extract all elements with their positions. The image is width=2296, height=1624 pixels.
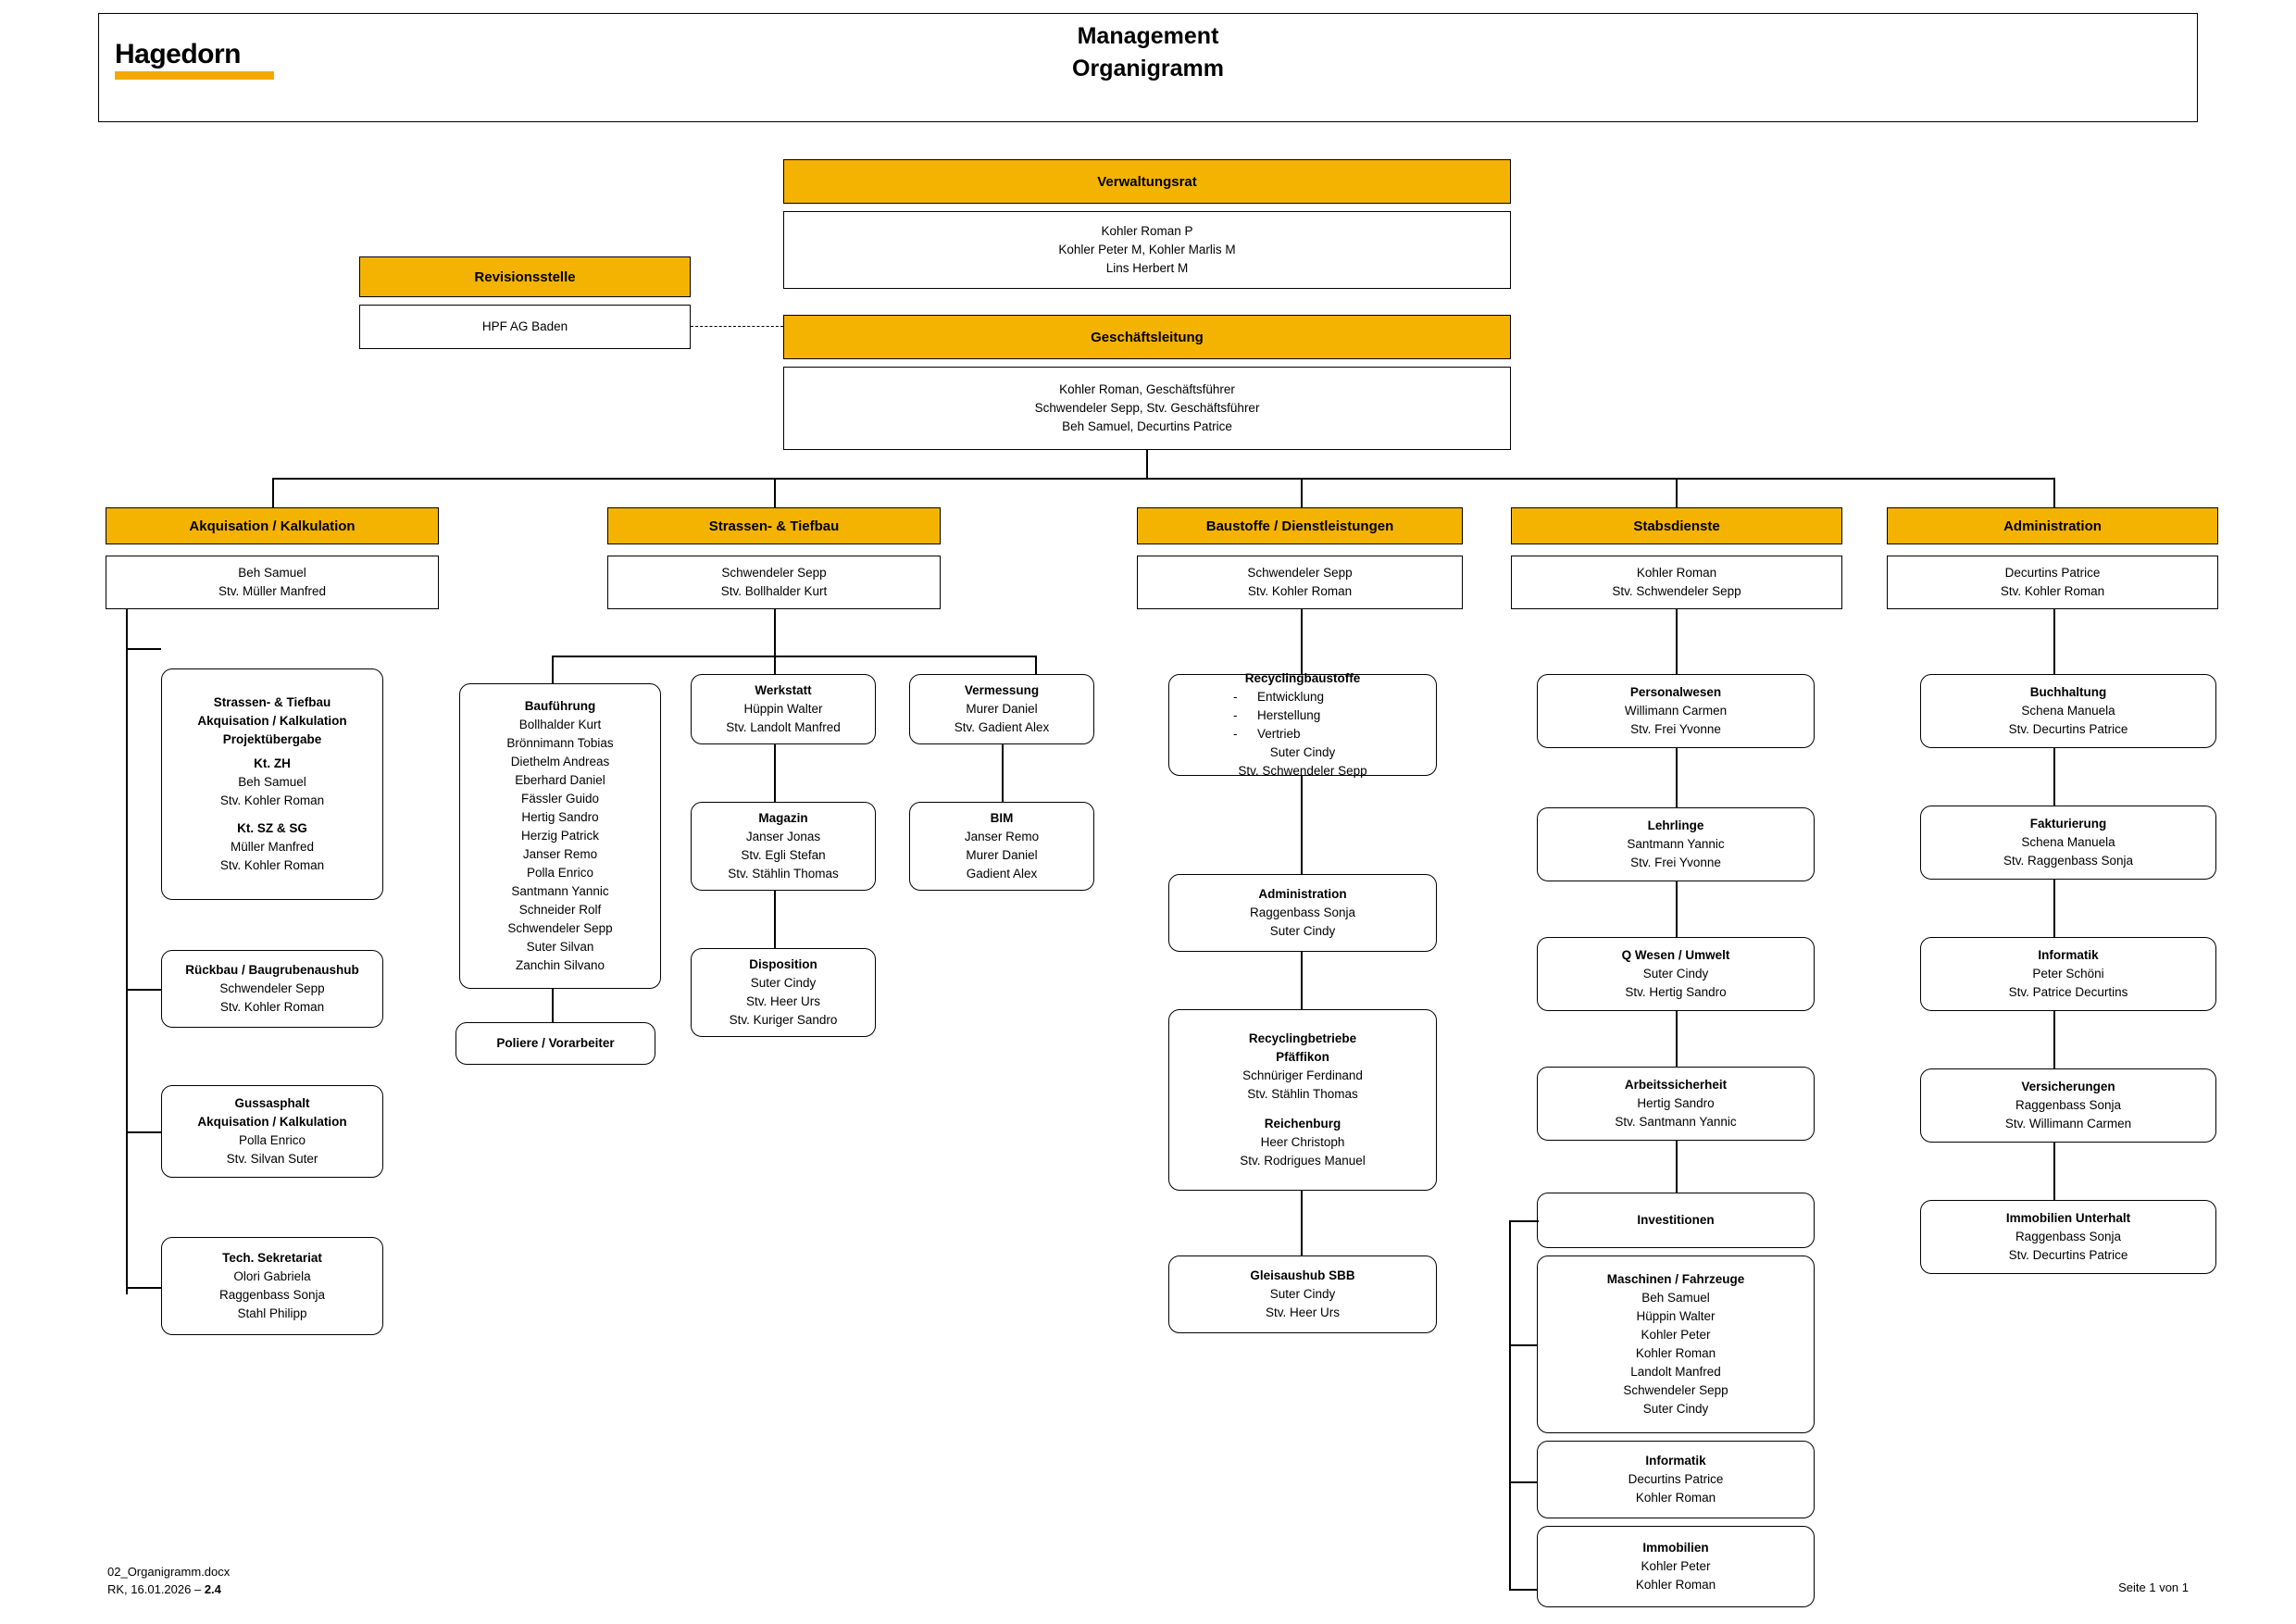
node-projektuebergabe	[161, 668, 383, 900]
node-gussasphalt	[161, 1085, 383, 1178]
node-rueckbau-baugrubenaushub	[161, 950, 383, 1028]
dept-title-1: Akquisation / Kalkulation	[189, 518, 356, 534]
connector-investitionen-b3	[1509, 1589, 1539, 1591]
personalwesen-members: Willimann Carmen Stv. Frei Yvonne	[1624, 704, 1728, 736]
node-magazin	[691, 802, 876, 891]
fakturierung-members: Schena Manuela Stv. Raggenbass Sonja	[2003, 835, 2134, 868]
node-verwaltungsrat-header	[783, 159, 1511, 204]
gleisaushub-members: Suter Cindy Stv. Heer Urs	[1265, 1287, 1340, 1319]
node-fakturierung	[1920, 806, 2216, 880]
magazin-title: Magazin	[758, 811, 808, 825]
node-immobilien	[1537, 1526, 1815, 1607]
footer-filename: 02_Organigramm.docx	[107, 1565, 231, 1579]
connector-investitionen-in	[1509, 1220, 1539, 1222]
recyclingbetriebe-title: Recyclingbetriebe Pfäffikon	[1248, 1031, 1357, 1064]
maschinen-title: Maschinen / Fahrzeuge	[1606, 1272, 1745, 1286]
rueckbau-members: Schwendeler Sepp Stv. Kohler Roman	[219, 981, 325, 1014]
dept-header-stabsdienste	[1511, 507, 1842, 544]
connector-werkstatt-magazin	[774, 744, 776, 802]
node-geschaeftsleitung-body	[783, 367, 1511, 450]
dept-header-baustoffe-dienstleistungen	[1137, 507, 1463, 544]
node-werkstatt	[691, 674, 876, 744]
recyclingbetriebe-members: Schnüriger Ferdinand Stv. Stählin Thomas	[1242, 1068, 1363, 1101]
node-disposition	[691, 948, 876, 1037]
q-wesen-title: Q Wesen / Umwelt	[1621, 948, 1730, 962]
projektuebergabe-sub1-members: Beh Samuel Stv. Kohler Roman	[219, 775, 325, 807]
connector-drop-dept-1	[272, 478, 274, 507]
node-revisionsstelle-header	[359, 256, 691, 297]
footer-revision-version: 2.4	[204, 1582, 221, 1596]
revisionsstelle-members: HPF AG Baden	[481, 319, 568, 333]
informatik-adm-members: Peter Schöni Stv. Patrice Decurtins	[2008, 967, 2128, 999]
gussasphalt-title: Gussasphalt Akquisation / Kalkulation	[197, 1096, 347, 1129]
connector-main-bus	[272, 478, 2053, 480]
informatik-stab-title: Informatik	[1645, 1454, 1706, 1468]
recyclingbaustoffe-members: Suter Cindy Stv. Schwendeler Sepp	[1238, 745, 1367, 778]
dept-members-1: Beh Samuel Stv. Müller Manfred	[218, 566, 327, 598]
node-poliere-vorarbeiter	[455, 1022, 655, 1065]
connector-drop-dept-2	[774, 478, 776, 507]
connector-col2-drop-b	[774, 656, 776, 674]
node-versicherungen	[1920, 1068, 2216, 1143]
connector-col1-b2	[126, 989, 161, 991]
node-baufuehrung	[459, 683, 661, 989]
disposition-title: Disposition	[749, 957, 817, 971]
dept-members-4: Kohler Roman Stv. Schwendeler Sepp	[1612, 566, 1741, 598]
recyclingbaustoffe-bullet-3: - Vertrieb	[1233, 727, 1301, 741]
hagedorn-logo	[115, 41, 281, 91]
connector-vermessung-bim	[1002, 744, 1004, 802]
node-investitionen	[1537, 1193, 1815, 1248]
dept-body-strassen-tiefbau	[607, 556, 941, 609]
verwaltungsrat-title: Verwaltungsrat	[1097, 173, 1197, 190]
connector-col2-down	[774, 609, 776, 656]
connector-col1-spine	[126, 609, 128, 1294]
lehrlinge-members: Santmann Yannic Stv. Frei Yvonne	[1627, 837, 1725, 869]
immobilien-unterhalt-members: Raggenbass Sonja Stv. Decurtins Patrice	[2008, 1230, 2128, 1262]
dept-body-baustoffe-dienstleistungen	[1137, 556, 1463, 609]
gussasphalt-members: Polla Enrico Stv. Silvan Suter	[226, 1133, 318, 1166]
rueckbau-title: Rückbau / Baugrubenaushub	[185, 963, 359, 977]
immobilien-unterhalt-title: Immobilien Unterhalt	[2005, 1211, 2131, 1225]
dashed-connector-revisionsstelle	[691, 326, 783, 327]
recyclingbaustoffe-bullet-2: - Herstellung	[1233, 708, 1321, 722]
projektuebergabe-sub2-members: Müller Manfred Stv. Kohler Roman	[219, 840, 325, 872]
buchhaltung-title: Buchhaltung	[2029, 685, 2107, 699]
geschaeftsleitung-members: Kohler Roman, Geschäftsführer Schwendeler Sepp, Stv. Geschäftsführer Beh Samuel, Decurtins Patrice	[1034, 382, 1260, 433]
tech-sekretariat-members: Olori Gabriela Raggenbass Sonja Stahl Philipp	[218, 1269, 326, 1320]
node-recyclingbetriebe	[1168, 1009, 1437, 1191]
node-q-wesen-umwelt	[1537, 937, 1815, 1011]
recyclingbetriebe-members2: Heer Christoph Stv. Rodrigues Manuel	[1240, 1135, 1366, 1168]
node-gleisaushub-sbb	[1168, 1255, 1437, 1333]
node-arbeitssicherheit	[1537, 1067, 1815, 1141]
logo-wordmark: Hagedorn	[115, 39, 242, 69]
disposition-members: Suter Cindy Stv. Heer Urs Stv. Kuriger Sandro	[729, 976, 838, 1027]
dept-body-akquisation-kalkulation	[106, 556, 439, 609]
revisionsstelle-title: Revisionsstelle	[474, 269, 576, 285]
footer-left	[107, 1563, 230, 1598]
node-informatik-administration	[1920, 937, 2216, 1011]
node-lehrlinge	[1537, 807, 1815, 881]
recyclingbaustoffe-title: Recyclingbaustoffe	[1244, 671, 1361, 685]
dept-header-strassen-tiefbau	[607, 507, 941, 544]
administration-bs-title: Administration	[1258, 887, 1347, 901]
verwaltungsrat-members: Kohler Roman P Kohler Peter M, Kohler Marlis M Lins Herbert M	[1058, 224, 1236, 275]
node-informatik-stab	[1537, 1441, 1815, 1518]
connector-investitionen-b1	[1509, 1344, 1539, 1346]
node-administration-baustoffe	[1168, 874, 1437, 952]
connector-col1-b3	[126, 1131, 161, 1133]
connector-col2-drop-a	[552, 656, 554, 683]
connector-drop-dept-4	[1676, 478, 1678, 507]
dept-header-administration	[1887, 507, 2218, 544]
geschaeftsleitung-title: Geschäftsleitung	[1091, 329, 1204, 345]
arbeitssicherheit-title: Arbeitssicherheit	[1624, 1078, 1728, 1092]
node-revisionsstelle-body	[359, 305, 691, 349]
poliere-title: Poliere / Vorarbeiter	[496, 1036, 615, 1050]
arbeitssicherheit-members: Hertig Sandro Stv. Santmann Yannic	[1615, 1096, 1737, 1129]
projektuebergabe-sub2-title: Kt. SZ & SG	[237, 821, 307, 835]
informatik-stab-members: Decurtins Patrice Kohler Roman	[1628, 1472, 1724, 1505]
logo-underline-bar	[115, 71, 274, 80]
connector-col1-b1	[126, 648, 161, 650]
page-title-line1: Management	[1077, 23, 1219, 49]
node-maschinen-fahrzeuge	[1537, 1255, 1815, 1433]
bim-members: Janser Remo Murer Daniel Gadient Alex	[964, 830, 1040, 881]
personalwesen-title: Personalwesen	[1629, 685, 1722, 699]
dept-members-3: Schwendeler Sepp Stv. Kohler Roman	[1247, 566, 1353, 598]
maschinen-members: Beh Samuel Hüppin Walter Kohler Peter Kohler Roman Landolt Manfred Schwendeler Sepp Suter Cindy	[1623, 1291, 1728, 1416]
dept-title-4: Stabsdienste	[1633, 518, 1720, 534]
administration-bs-members: Raggenbass Sonja Suter Cindy	[1249, 906, 1356, 938]
connector-col2-bus	[552, 656, 1035, 657]
immobilien-members: Kohler Peter Kohler Roman	[1635, 1559, 1716, 1592]
connector-investitionen-b2	[1509, 1481, 1539, 1483]
connector-investitionen-spine	[1509, 1220, 1511, 1591]
recyclingbaustoffe-bullet-1: - Entwicklung	[1233, 690, 1325, 704]
node-buchhaltung	[1920, 674, 2216, 748]
gleisaushub-title: Gleisaushub SBB	[1250, 1268, 1355, 1282]
projektuebergabe-title: Strassen- & Tiefbau Akquisation / Kalkulation Projektübergabe	[197, 695, 347, 746]
q-wesen-members: Suter Cindy Stv. Hertig Sandro	[1625, 967, 1727, 999]
connector-col2-drop-c	[1035, 656, 1037, 674]
node-immobilien-unterhalt	[1920, 1200, 2216, 1274]
page-title	[833, 20, 1463, 85]
connector-baufuehrung-poliere	[552, 989, 554, 1022]
recyclingbetriebe-title2: Reichenburg	[1264, 1117, 1341, 1131]
node-personalwesen	[1537, 674, 1815, 748]
informatik-adm-title: Informatik	[2038, 948, 2099, 962]
immobilien-title: Immobilien	[1642, 1541, 1709, 1555]
dept-header-akquisation-kalkulation	[106, 507, 439, 544]
projektuebergabe-sub1-title: Kt. ZH	[254, 756, 291, 770]
node-geschaeftsleitung-header	[783, 315, 1511, 359]
node-tech-sekretariat	[161, 1237, 383, 1335]
dept-body-stabsdienste	[1511, 556, 1842, 609]
dept-title-5: Administration	[2003, 518, 2102, 534]
buchhaltung-members: Schena Manuela Stv. Decurtins Patrice	[2008, 704, 2128, 736]
tech-sekretariat-title: Tech. Sekretariat	[222, 1251, 322, 1265]
connector-magazin-disposition	[774, 891, 776, 948]
node-verwaltungsrat-body	[783, 211, 1511, 289]
connector-gl-down	[1146, 450, 1148, 478]
versicherungen-title: Versicherungen	[2021, 1080, 2115, 1093]
baufuehrung-title: Bauführung	[524, 699, 596, 713]
connector-drop-dept-5	[2053, 478, 2055, 507]
fakturierung-title: Fakturierung	[2029, 817, 2107, 831]
vermessung-title: Vermessung	[964, 683, 1040, 697]
connector-col1-b4	[126, 1287, 161, 1289]
dept-members-5: Decurtins Patrice Stv. Kohler Roman	[2000, 566, 2105, 598]
connector-drop-dept-3	[1301, 478, 1303, 507]
lehrlinge-title: Lehrlinge	[1647, 818, 1704, 832]
dept-title-2: Strassen- & Tiefbau	[708, 518, 840, 534]
dept-title-3: Baustoffe / Dienstleistungen	[1205, 518, 1394, 534]
versicherungen-members: Raggenbass Sonja Stv. Willimann Carmen	[2004, 1098, 2132, 1131]
dept-body-administration	[1887, 556, 2218, 609]
node-bim	[909, 802, 1094, 891]
page-title-line2: Organigramm	[1072, 56, 1224, 81]
bim-title: BIM	[990, 811, 1014, 825]
footer-page-number: Seite 1 von 1	[2118, 1580, 2189, 1594]
dept-members-2: Schwendeler Sepp Stv. Bollhalder Kurt	[720, 566, 828, 598]
vermessung-members: Murer Daniel Stv. Gadient Alex	[954, 702, 1050, 734]
werkstatt-title: Werkstatt	[755, 683, 812, 697]
footer-revision-prefix: RK, 16.01.2026 –	[107, 1582, 205, 1596]
node-recyclingbaustoffe	[1168, 671, 1437, 778]
baufuehrung-members: Bollhalder Kurt Brönnimann Tobias Diethelm Andreas Eberhard Daniel Fässler Guido Hertig Sandro Herzig Patrick Janser Remo Polla Enrico Santmann Yannic Schneider Rolf Schwendeler Sepp Suter Silvan Zanchin Silvano	[506, 718, 614, 972]
werkstatt-members: Hüppin Walter Stv. Landolt Manfred	[726, 702, 841, 734]
investitionen-title: Investitionen	[1637, 1213, 1715, 1227]
magazin-members: Janser Jonas Stv. Egli Stefan Stv. Stählin Thomas	[728, 830, 839, 881]
node-vermessung	[909, 674, 1094, 744]
footer-revision	[107, 1580, 230, 1598]
